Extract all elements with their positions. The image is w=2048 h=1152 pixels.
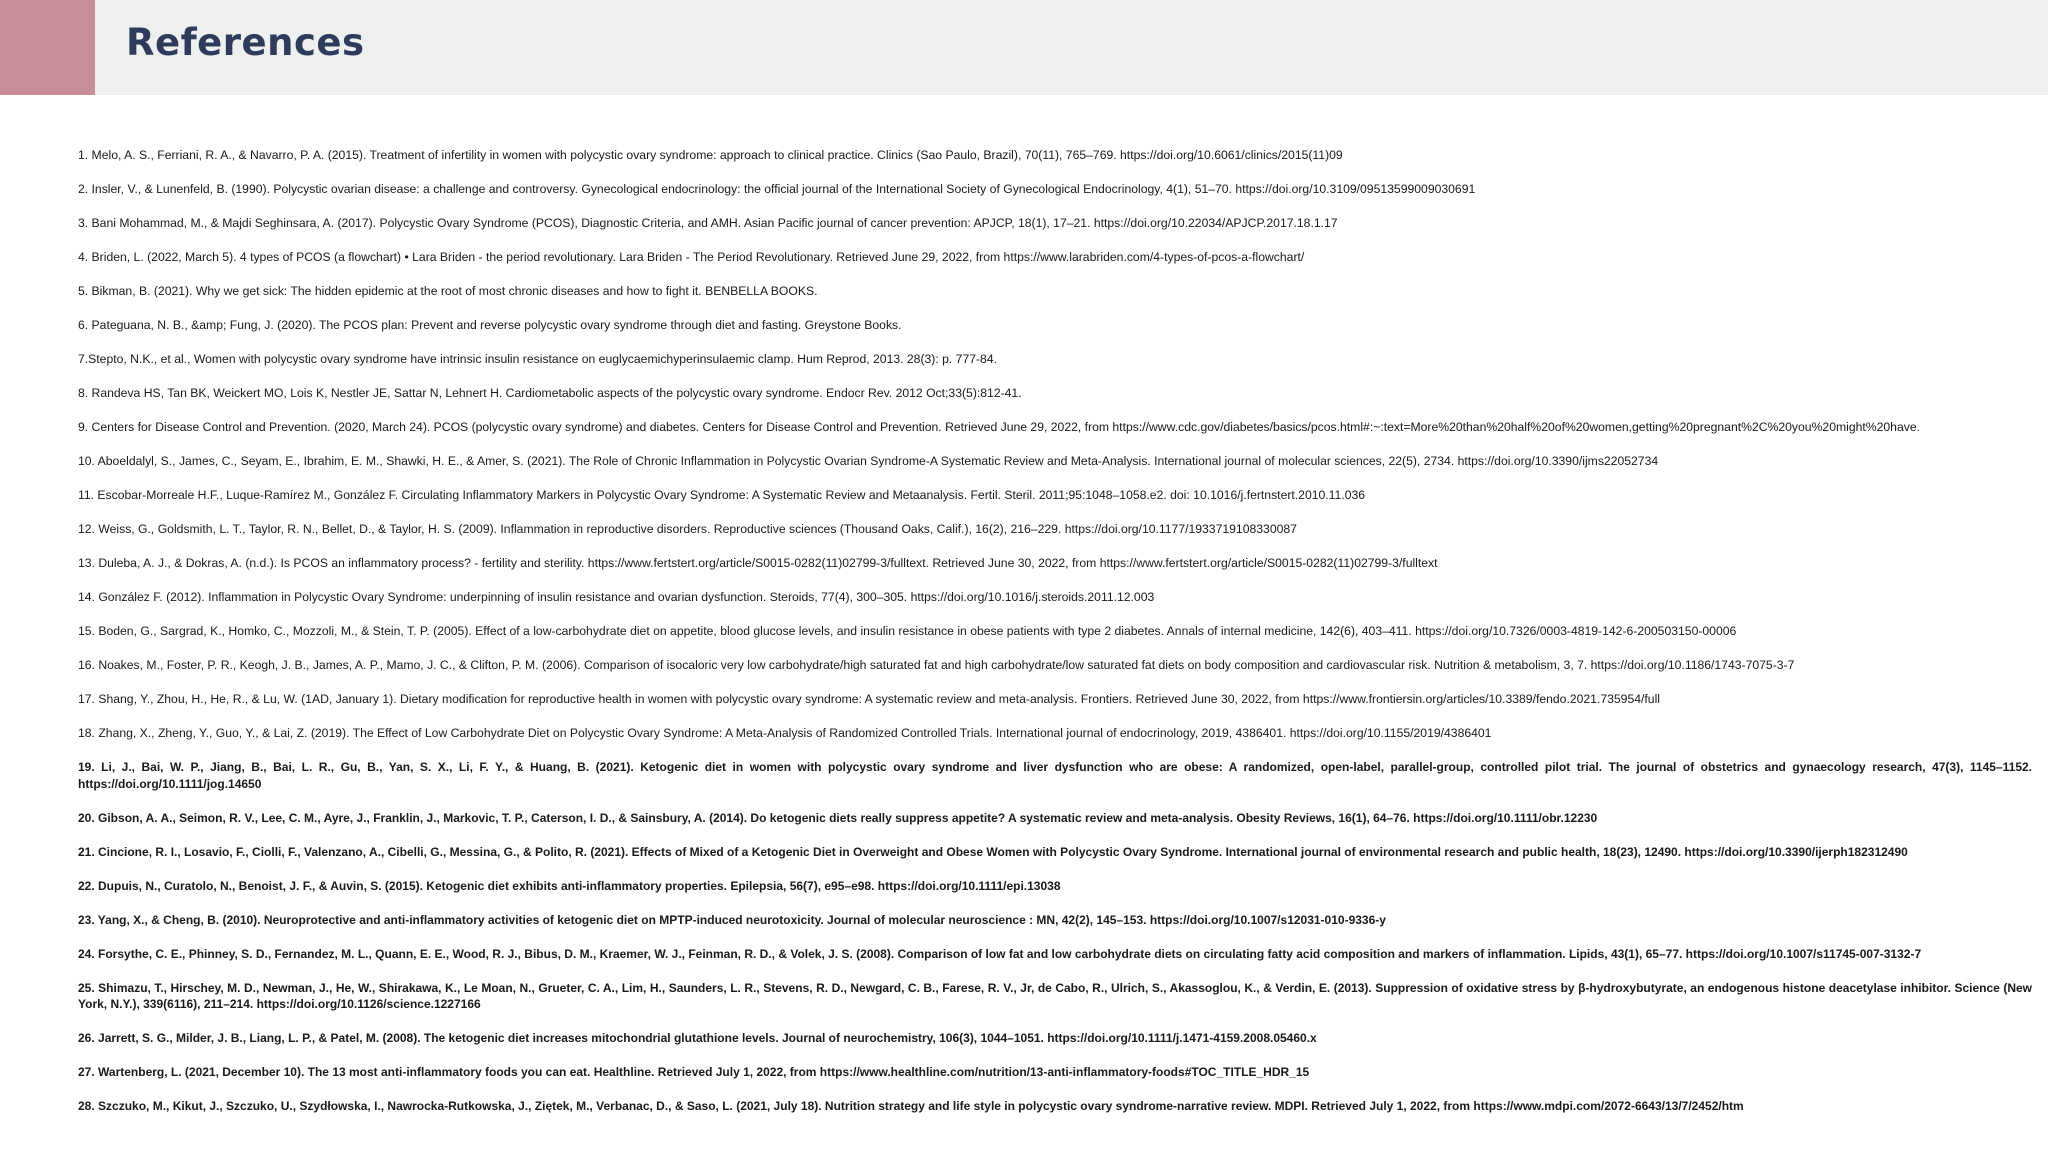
reference-item: 21. Cincione, R. I., Losavio, F., Ciolli, F., Valenzano, A., Cibelli, G., Messina, G., & Polito, R. (2021). Effects of Mixed of a Ketogenic Diet in Overweight and Obese Women with Polycystic Ovary Syndrome. International journal of environmental research and public health, 18(23), 12490. https://doi.org/10.3390/ijerph182312490 [78, 844, 1908, 859]
reference-item: 24. Forsythe, C. E., Phinney, S. D., Fernandez, M. L., Quann, E. E., Wood, R. J., Bibus, D. M., Kraemer, W. J., Feinman, R. D., & Volek, J. S. (2008). Comparison of low fat and low carbohydrate diets on circulating fatty acid composition and markers of inflammation. Lipids, 43(1), 65–77. https://doi.org/10.1007/s11745-007-3132-7 [78, 946, 1922, 961]
reference-item: 2. Insler, V., & Lunenfeld, B. (1990). Polycystic ovarian disease: a challenge and controversy. Gynecological endocrinology: the official journal of the International Society of Gynecological Endocrinology, 4(1), 51–70. https://doi.org/10.3109/09513599009030691 [78, 182, 1476, 196]
reference-item: 6. Pateguana, N. B., &amp; Fung, J. (2020). The PCOS plan: Prevent and reverse polycystic ovary syndrome through diet and fasting. Greystone Books. [78, 318, 902, 332]
reference-item: 23. Yang, X., & Cheng, B. (2010). Neuroprotective and anti-inflammatory activities of ketogenic diet on MPTP-induced neurotoxicity. Journal of molecular neuroscience : MN, 42(2), 145–153. https://doi.org/10.1007/s12031-010-9336-y [78, 912, 1386, 927]
reference-item: 22. Dupuis, N., Curatolo, N., Benoist, J. F., & Auvin, S. (2015). Ketogenic diet exhibits anti-inflammatory properties. Epilepsia, 56(7), e95–e98. https://doi.org/10.1111/epi.13038 [78, 878, 1061, 893]
reference-item: 28. Szczuko, M., Kikut, J., Szczuko, U., Szydłowska, I., Nawrocka-Rutkowska, J., Ziętek, M., Verbanac, D., & Saso, L. (2021, July 18). Nutrition strategy and life style in polycystic ovary syndrome-narrative review. MDPI. Retrieved July 1, 2022, from https://www.mdpi.com/2072-6643/13/7/2452/htm [78, 1099, 1744, 1113]
reference-item: 16. Noakes, M., Foster, P. R., Keogh, J. B., James, A. P., Mamo, J. C., & Clifton, P. M. (2006). Comparison of isocaloric very low carbohydrate/high saturated fat and high carbohydrate/low saturated fat diets on body composition and cardiovascular risk. Nutrition & metabolism, 3, 7. https://doi.org/10.1186/1743-7075-3-7 [78, 658, 1795, 672]
reference-item: 18. Zhang, X., Zheng, Y., Guo, Y., & Lai, Z. (2019). The Effect of Low Carbohydrate Diet on Polycystic Ovary Syndrome: A Meta-Analysis of Randomized Controlled Trials. International journal of endocrinology, 2019, 4386401. https://doi.org/10.1155/2019/4386401 [78, 726, 1492, 740]
reference-item: 8. Randeva HS, Tan BK, Weickert MO, Lois K, Nestler JE, Sattar N, Lehnert H. Cardiometabolic aspects of the polycystic ovary syndrome. Endocr Rev. 2012 Oct;33(5):812-41. [78, 386, 1022, 400]
reference-item: 26. Jarrett, S. G., Milder, J. B., Liang, L. P., & Patel, M. (2008). The ketogenic diet increases mitochondrial glutathione levels. Journal of neurochemistry, 106(3), 1044–1051. https://doi.org/10.1111/j.1471-4159.2008.05460.x [78, 1031, 1317, 1045]
page-title: References [126, 21, 365, 64]
reference-item: 25. Shimazu, T., Hirschey, M. D., Newman, J., He, W., Shirakawa, K., Le Moan, N., Grueter, C. A., Lim, H., Saunders, L. R., Stevens, R. D., Newgard, C. B., Farese, R. V., Jr, de Cabo, R., Ulrich, S., Akassoglou, K., & Verdin, E. (2013). Suppression of oxidative stress by β-hydroxybutyrate, an endogenous histone deacetylase inhibitor. Science (New York, N.Y.), 339(6116), 211–214. https://doi.org/10.1126/science.1227166 [78, 980, 2032, 1011]
reference-item: 10. Aboeldalyl, S., James, C., Seyam, E., Ibrahim, E. M., Shawki, H. E., & Amer, S. (2021). The Role of Chronic Inflammation in Polycystic Ovarian Syndrome-A Systematic Review and Meta-Analysis. International journal of molecular sciences, 22(5), 2734. https://doi.org/10.3390/ijms22052734 [78, 454, 1659, 468]
reference-item: 4. Briden, L. (2022, March 5). 4 types of PCOS (a flowchart) • Lara Briden - the period revolutionary. Lara Briden - The Period Revolutionary. Retrieved June 29, 2022, from https://www.larabriden.com/4-types-of-pcos-a-flowchart/ [78, 250, 1305, 264]
reference-item: 11. Escobar-Morreale H.F., Luque-Ramírez M., González F. Circulating Inflammatory Markers in Polycystic Ovary Syndrome: A Systematic Review and Metaanalysis. Fertil. Steril. 2011;95:1048–1058.e2. doi: 10.1016/j.fertnstert.2010.11.036 [78, 488, 1366, 502]
reference-item: 7.Stepto, N.K., et al., Women with polycystic ovary syndrome have intrinsic insulin resistance on euglycaemichyperinsulaemic clamp. Hum Reprod, 2013. 28(3): p. 777-84. [78, 352, 998, 366]
reference-item: 5. Bikman, B. (2021). Why we get sick: The hidden epidemic at the root of most chronic diseases and how to fight it. BENBELLA BOOKS. [78, 284, 818, 298]
reference-item: 19. Li, J., Bai, W. P., Jiang, B., Bai, L. R., Gu, B., Yan, S. X., Li, F. Y., & Huang, B. (2021). Ketogenic diet in women with polycystic ovary syndrome and liver dysfunction who are obese: A randomized, open-label, parallel-group, controlled pilot trial. The journal of obstetrics and gynaecology research, 47(3), 1145–1152. https://doi.org/10.1111/jog.14650 [78, 760, 2032, 791]
reference-item: 27. Wartenberg, L. (2021, December 10). The 13 most anti-inflammatory foods you can eat. Healthline. Retrieved July 1, 2022, from https://www.healthline.com/nutrition/13-anti-inflammatory-foods#TOC_TITLE_HDR_15 [78, 1065, 1310, 1079]
reference-item: 20. Gibson, A. A., Seimon, R. V., Lee, C. M., Ayre, J., Franklin, J., Markovic, T. P., Caterson, I. D., & Sainsbury, A. (2014). Do ketogenic diets really suppress appetite? A systematic review and meta-analysis. Obesity Reviews, 16(1), 64–76. https://doi.org/10.1111/obr.12230 [78, 810, 1598, 825]
reference-item: 3. Bani Mohammad, M., & Majdi Seghinsara, A. (2017). Polycystic Ovary Syndrome (PCOS), Diagnostic Criteria, and AMH. Asian Pacific journal of cancer prevention: APJCP, 18(1), 17–21. https://doi.org/10.22034/APJCP.2017.18.1.17 [78, 216, 1338, 230]
reference-item: 1. Melo, A. S., Ferriani, R. A., & Navarro, P. A. (2015). Treatment of infertility in women with polycystic ovary syndrome: approach to clinical practice. Clinics (Sao Paulo, Brazil), 70(11), 765–769. https://doi.org/10.6061/clinics/2015(11)09 [78, 148, 1343, 162]
reference-item: 9. Centers for Disease Control and Prevention. (2020, March 24). PCOS (polycystic ovary syndrome) and diabetes. Centers for Disease Control and Prevention. Retrieved June 29, 2022, from https://www.cdc.gov/diabetes/basics/pcos.html#:~:text=More%20than%20half%20of%20women,getting%20pregnant%2C%20you%20might%20have. [78, 420, 1920, 434]
reference-item: 13. Duleba, A. J., & Dokras, A. (n.d.). Is PCOS an inflammatory process? - fertility and sterility. https://www.fertstert.org/article/S0015-0282(11)02799-3/fulltext. Retrieved June 30, 2022, from https://www.fertstert.org/article/S0015-0282(11)02799-3/fulltext [78, 556, 1438, 570]
reference-item: 14. González F. (2012). Inflammation in Polycystic Ovary Syndrome: underpinning of insulin resistance and ovarian dysfunction. Steroids, 77(4), 300–305. https://doi.org/10.1016/j.steroids.2011.12.003 [78, 590, 1155, 604]
reference-list [78, 147, 2032, 1132]
reference-item: 12. Weiss, G., Goldsmith, L. T., Taylor, R. N., Bellet, D., & Taylor, H. S. (2009). Inflammation in reproductive disorders. Reproductive sciences (Thousand Oaks, Calif.), 16(2), 216–229. https://doi.org/10.1177/1933719108330087 [78, 522, 1297, 536]
accent-block [0, 0, 95, 95]
reference-item: 15. Boden, G., Sargrad, K., Homko, C., Mozzoli, M., & Stein, T. P. (2005). Effect of a low-carbohydrate diet on appetite, blood glucose levels, and insulin resistance in obese patients with type 2 diabetes. Annals of internal medicine, 142(6), 403–411. https://doi.org/10.7326/0003-4819-142-6-200503150-00006 [78, 624, 1737, 638]
reference-item: 17. Shang, Y., Zhou, H., He, R., & Lu, W. (1AD, January 1). Dietary modification for reproductive health in women with polycystic ovary syndrome: A systematic review and meta-analysis. Frontiers. Retrieved June 30, 2022, from https://www.frontiersin.org/articles/10.3389/fendo.2021.735954/full [78, 692, 1660, 706]
